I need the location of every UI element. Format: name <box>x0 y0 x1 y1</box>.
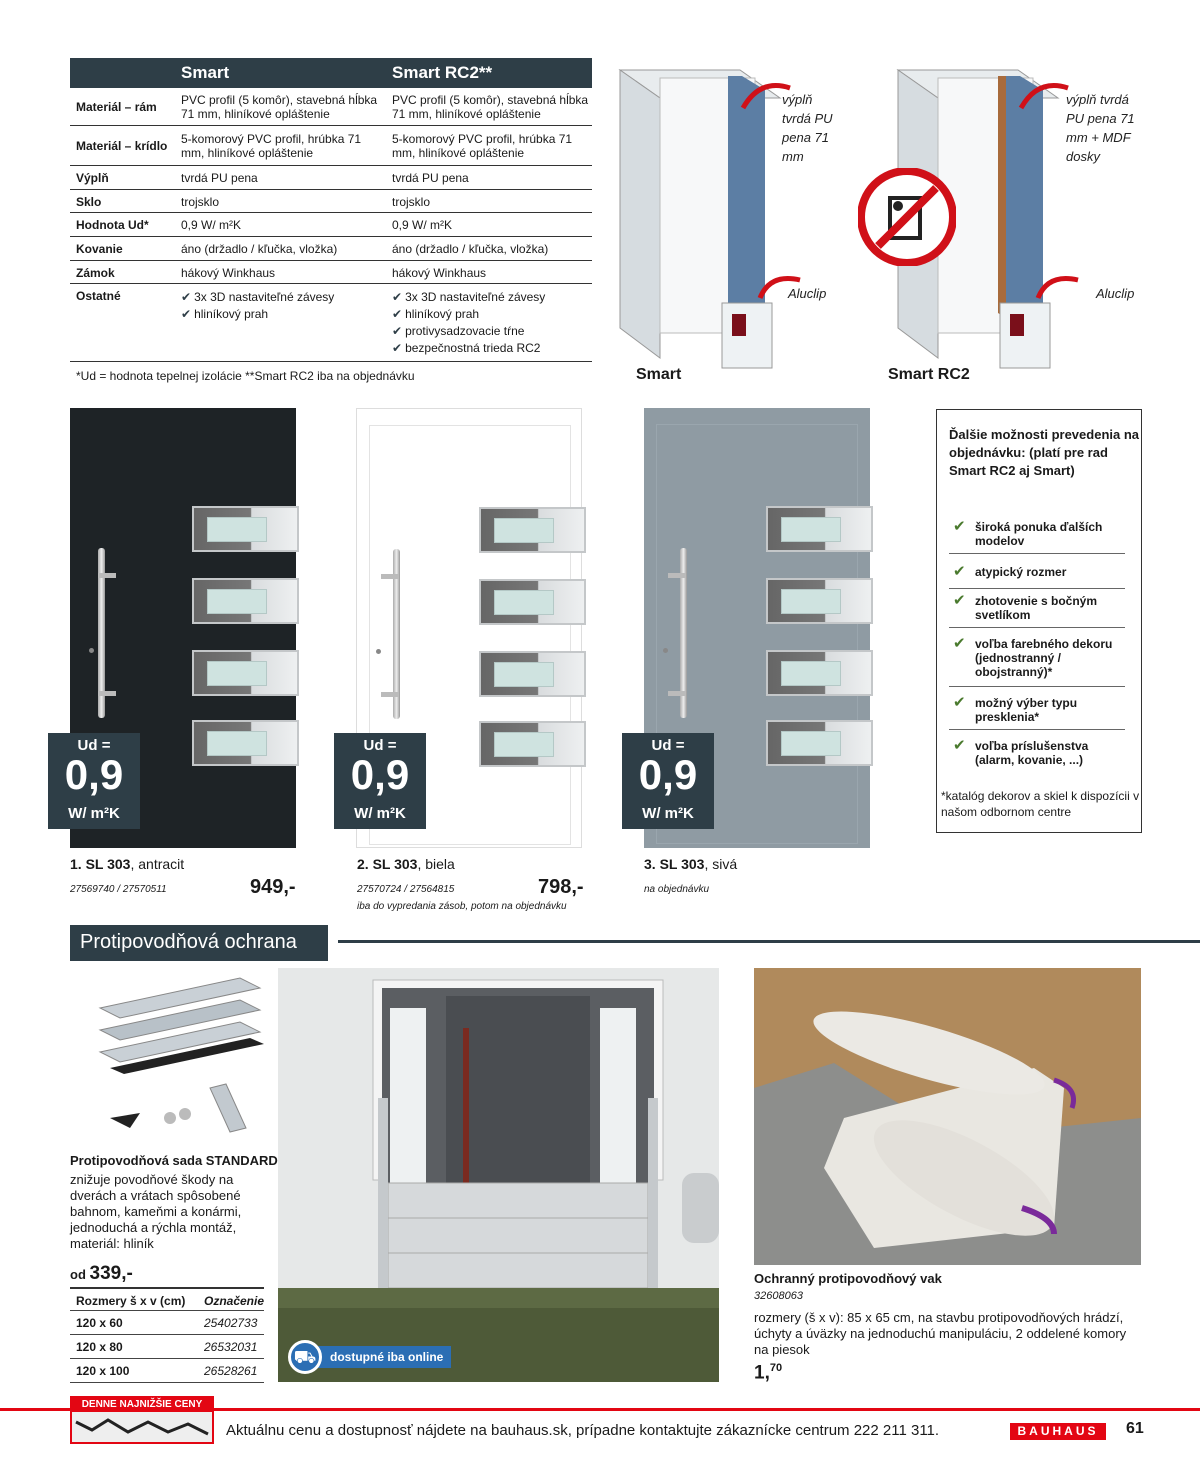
fill-label: výplň tvrdá PU pena 71 mm <box>782 92 833 164</box>
spec-row <box>70 213 592 237</box>
spec-rc2-list <box>392 289 592 357</box>
sandbag-photo <box>754 968 1141 1265</box>
check-icon: ✔ <box>953 592 966 609</box>
check-icon: ✔ <box>392 324 403 338</box>
u-value-badge <box>334 733 426 829</box>
door-handle-bracket <box>98 573 116 578</box>
door-handle-bracket <box>668 573 686 578</box>
door-lock <box>663 648 668 653</box>
door-handle-bracket <box>381 692 399 697</box>
spec-smart: hákový Winkhaus <box>181 266 276 280</box>
page-number: 61 <box>1126 1420 1144 1437</box>
badge-value: 0,9 <box>638 751 698 798</box>
spec-list-item: ✔ 3x 3D nastaviteľné závesy <box>181 290 335 304</box>
cutaway-caption: Smart RC2 <box>888 366 970 383</box>
option-item: ✔ voľba farebného dekoru (jednostranný / obojstranný)* <box>949 637 1125 687</box>
price-zigzag-icon <box>72 1412 212 1442</box>
sandbag-code: 32608063 <box>754 1290 803 1302</box>
sandbag-price: 1,70 <box>754 1362 783 1384</box>
spec-smart: PVC profil (5 komôr), stavebná hĺbka 71 mm, hliníkové opláštenie <box>181 93 378 121</box>
u-value-badge <box>48 733 140 829</box>
spec-smart: 5-komorový PVC profil, hrúbka 71 mm, hliníkové opláštenie <box>181 132 362 160</box>
badge-value: 0,9 <box>64 751 124 798</box>
door-price: 949,- <box>250 876 296 898</box>
spec-smart: áno (držadlo / kľučka, vložka) <box>181 242 338 256</box>
option-item: ✔ zhotovenie s bočným svetlíkom <box>949 594 1125 628</box>
options-title: Ďalšie možnosti prevedenia na objednávku: (platí pre rad Smart RC2 aj Smart) <box>949 427 1140 478</box>
cutaway-caption: Smart <box>636 366 682 383</box>
aluclip-label: Aluclip <box>788 286 827 301</box>
flood-kit-table <box>70 1287 264 1383</box>
spec-label: Hodnota Ud* <box>76 218 149 232</box>
spec-list-item: ✔ hliníkový prah <box>392 307 480 321</box>
door-glass <box>479 507 586 553</box>
door-glass <box>479 579 586 625</box>
door-caption: 3. SL 303, sivá <box>644 856 738 872</box>
check-icon: ✔ <box>181 307 192 321</box>
spec-list-item: ✔ 3x 3D nastaviteľné závesy <box>392 290 546 304</box>
door-glass <box>192 650 299 696</box>
rc2-security-seal-icon <box>858 168 956 266</box>
spec-rc2: tvrdá PU pena <box>392 171 469 185</box>
fill-label: výplň tvrdá PU pena 71 mm + MDF dosky <box>1066 92 1135 164</box>
spec-label: Zámok <box>76 266 115 280</box>
section-title: Protipovodňová ochrana <box>70 925 328 961</box>
badge-u-label: Ud = <box>651 737 685 754</box>
spec-table <box>70 58 592 362</box>
option-item: ✔ široká ponuka ďalších modelov <box>949 520 1125 554</box>
spec-label: Ostatné <box>76 289 121 303</box>
spec-row <box>70 190 592 213</box>
spec-label: Kovanie <box>76 242 123 256</box>
spec-label: Materiál – rám <box>76 100 157 114</box>
spec-row <box>70 166 592 190</box>
door-note: iba do vypredania zásob, potom na objednávku <box>357 901 567 912</box>
bauhaus-logo: BAUHAUS <box>1010 1423 1106 1440</box>
badge-unit: W/ m²K <box>68 805 120 822</box>
spec-list-item: ✔ hliníkový prah <box>181 307 269 321</box>
spec-rc2: 5-komorový PVC profil, hrúbka 71 mm, hliníkové opláštenie <box>392 132 573 160</box>
u-value-badge <box>622 733 714 829</box>
flood-barrier-photo <box>278 968 719 1382</box>
col-smart-rc2: Smart RC2** <box>392 63 493 82</box>
spec-rc2: hákový Winkhaus <box>392 266 487 280</box>
door-glass <box>192 578 299 624</box>
spec-list-item: ✔ bezpečnostná trieda RC2 <box>392 341 541 355</box>
flood-kit-image <box>70 968 264 1148</box>
section-divider <box>338 940 1200 943</box>
check-icon: ✔ <box>953 563 966 580</box>
check-icon: ✔ <box>392 341 403 355</box>
flood-barrier-image <box>278 968 719 1382</box>
spec-row <box>70 284 592 362</box>
col-smart: Smart <box>181 63 230 82</box>
table-row: 120 x 80 26532031 <box>70 1335 264 1359</box>
badge-u-label: Ud = <box>77 737 111 754</box>
sandbag-image <box>754 968 1141 1265</box>
option-item: ✔ voľba príslušenstva (alarm, kovanie, ...) <box>953 737 1089 767</box>
check-icon: ✔ <box>953 635 966 652</box>
spec-rc2: PVC profil (5 komôr), stavebná hĺbka 71 mm, hliníkové opláštenie <box>392 93 589 121</box>
options-note: *katalóg dekorov a skiel k dispozícii v našom odbornom centre <box>941 789 1140 819</box>
cutaway-smart-rc2 <box>858 58 1148 390</box>
spec-rc2: áno (držadlo / kľučka, vložka) <box>392 242 549 256</box>
badge-unit: W/ m²K <box>642 805 694 822</box>
spec-label: Materiál – krídlo <box>76 139 168 153</box>
spec-row <box>70 261 592 284</box>
door-handle-bracket <box>98 691 116 696</box>
spec-row <box>70 88 592 126</box>
check-icon: ✔ <box>392 290 403 304</box>
door-glass <box>766 578 873 624</box>
door-handle-bracket <box>668 691 686 696</box>
door-glass <box>479 721 586 767</box>
spec-smart: tvrdá PU pena <box>181 171 258 185</box>
sandbag-description: rozmery (š x v): 85 x 65 cm, na stavbu protipovodňových hrádzí, úchyty a úväzky na jednoduchú manipuláciu, 2 oddelené komory na piesok <box>754 1310 1127 1357</box>
door-codes: 27569740 / 27570511 <box>70 884 167 895</box>
options-box <box>936 409 1142 833</box>
spec-list-item: ✔ protivysadzovacie tŕne <box>392 324 525 338</box>
door-glass <box>766 506 873 552</box>
door-glass <box>479 651 586 697</box>
spec-label: Sklo <box>76 195 102 209</box>
option-item: ✔ možný výber typu presklenia* <box>949 696 1125 730</box>
spec-smart-list <box>181 289 386 323</box>
badge-unit: W/ m²K <box>354 805 406 822</box>
table-row: 120 x 60 25402733 <box>70 1311 264 1335</box>
flood-kit-title: Protipovodňová sada STANDARD <box>70 1153 278 1168</box>
door-glass <box>766 650 873 696</box>
spec-smart: 0,9 W/ m²K <box>181 218 242 232</box>
door-glass <box>192 720 299 766</box>
spec-rc2: 0,9 W/ m²K <box>392 218 453 232</box>
check-icon: ✔ <box>953 694 966 711</box>
spec-table-header <box>70 58 592 88</box>
spec-row <box>70 237 592 261</box>
spec-label: Výplň <box>76 171 109 185</box>
table-header: Rozmery š x v (cm) Označenie <box>70 1287 264 1311</box>
check-icon: ✔ <box>953 518 966 535</box>
flood-kit-description: znižuje povodňové škody na dverách a vrátach spôsobené bahnom, kameňmi a konármi, jednoduchá a rýchla montáž, materiál: hliník <box>70 1172 242 1251</box>
check-icon: ✔ <box>953 737 966 754</box>
cutaway-smart <box>610 58 840 390</box>
door-price: 798,- <box>538 876 584 898</box>
check-icon: ✔ <box>181 290 192 304</box>
spec-footnote: *Ud = hodnota tepelnej izolácie **Smart RC2 iba na objednávku <box>76 369 415 383</box>
spec-smart: trojsklo <box>181 195 220 209</box>
option-item: ✔ atypický rozmer <box>949 565 1125 589</box>
door-lock <box>89 648 94 653</box>
door-glass <box>192 506 299 552</box>
door-codes: na objednávku <box>644 884 710 895</box>
spec-rc2: trojsklo <box>392 195 431 209</box>
badge-u-label: Ud = <box>363 737 397 754</box>
online-only-label: dostupné iba online <box>316 1346 451 1368</box>
sandbag-title: Ochranný protipovodňový vak <box>754 1271 942 1286</box>
door-lock <box>376 649 381 654</box>
aluclip-label: Aluclip <box>1096 286 1135 301</box>
door-caption: 1. SL 303, antracit <box>70 856 185 872</box>
door-codes: 27570724 / 27564815 <box>357 884 455 895</box>
door-handle-bracket <box>381 574 399 579</box>
footer-text: Aktuálnu cenu a dostupnosť nájdete na bauhaus.sk, prípadne kontaktujte zákaznícke centrum 222 211 311. <box>226 1422 940 1439</box>
cart-icon: ⛟ <box>288 1340 322 1374</box>
check-icon: ✔ <box>392 307 403 321</box>
spec-row <box>70 126 592 166</box>
badge-value: 0,9 <box>350 751 410 798</box>
dnc-label: DENNE NAJNIŽŠIE CENY <box>72 1398 212 1412</box>
daily-lowest-prices-badge <box>70 1396 214 1444</box>
door-caption: 2. SL 303, biela <box>357 856 455 872</box>
door-glass <box>766 720 873 766</box>
table-row: 120 x 100 26528261 <box>70 1359 264 1383</box>
flood-kit-price: od 339,- <box>70 1263 133 1284</box>
